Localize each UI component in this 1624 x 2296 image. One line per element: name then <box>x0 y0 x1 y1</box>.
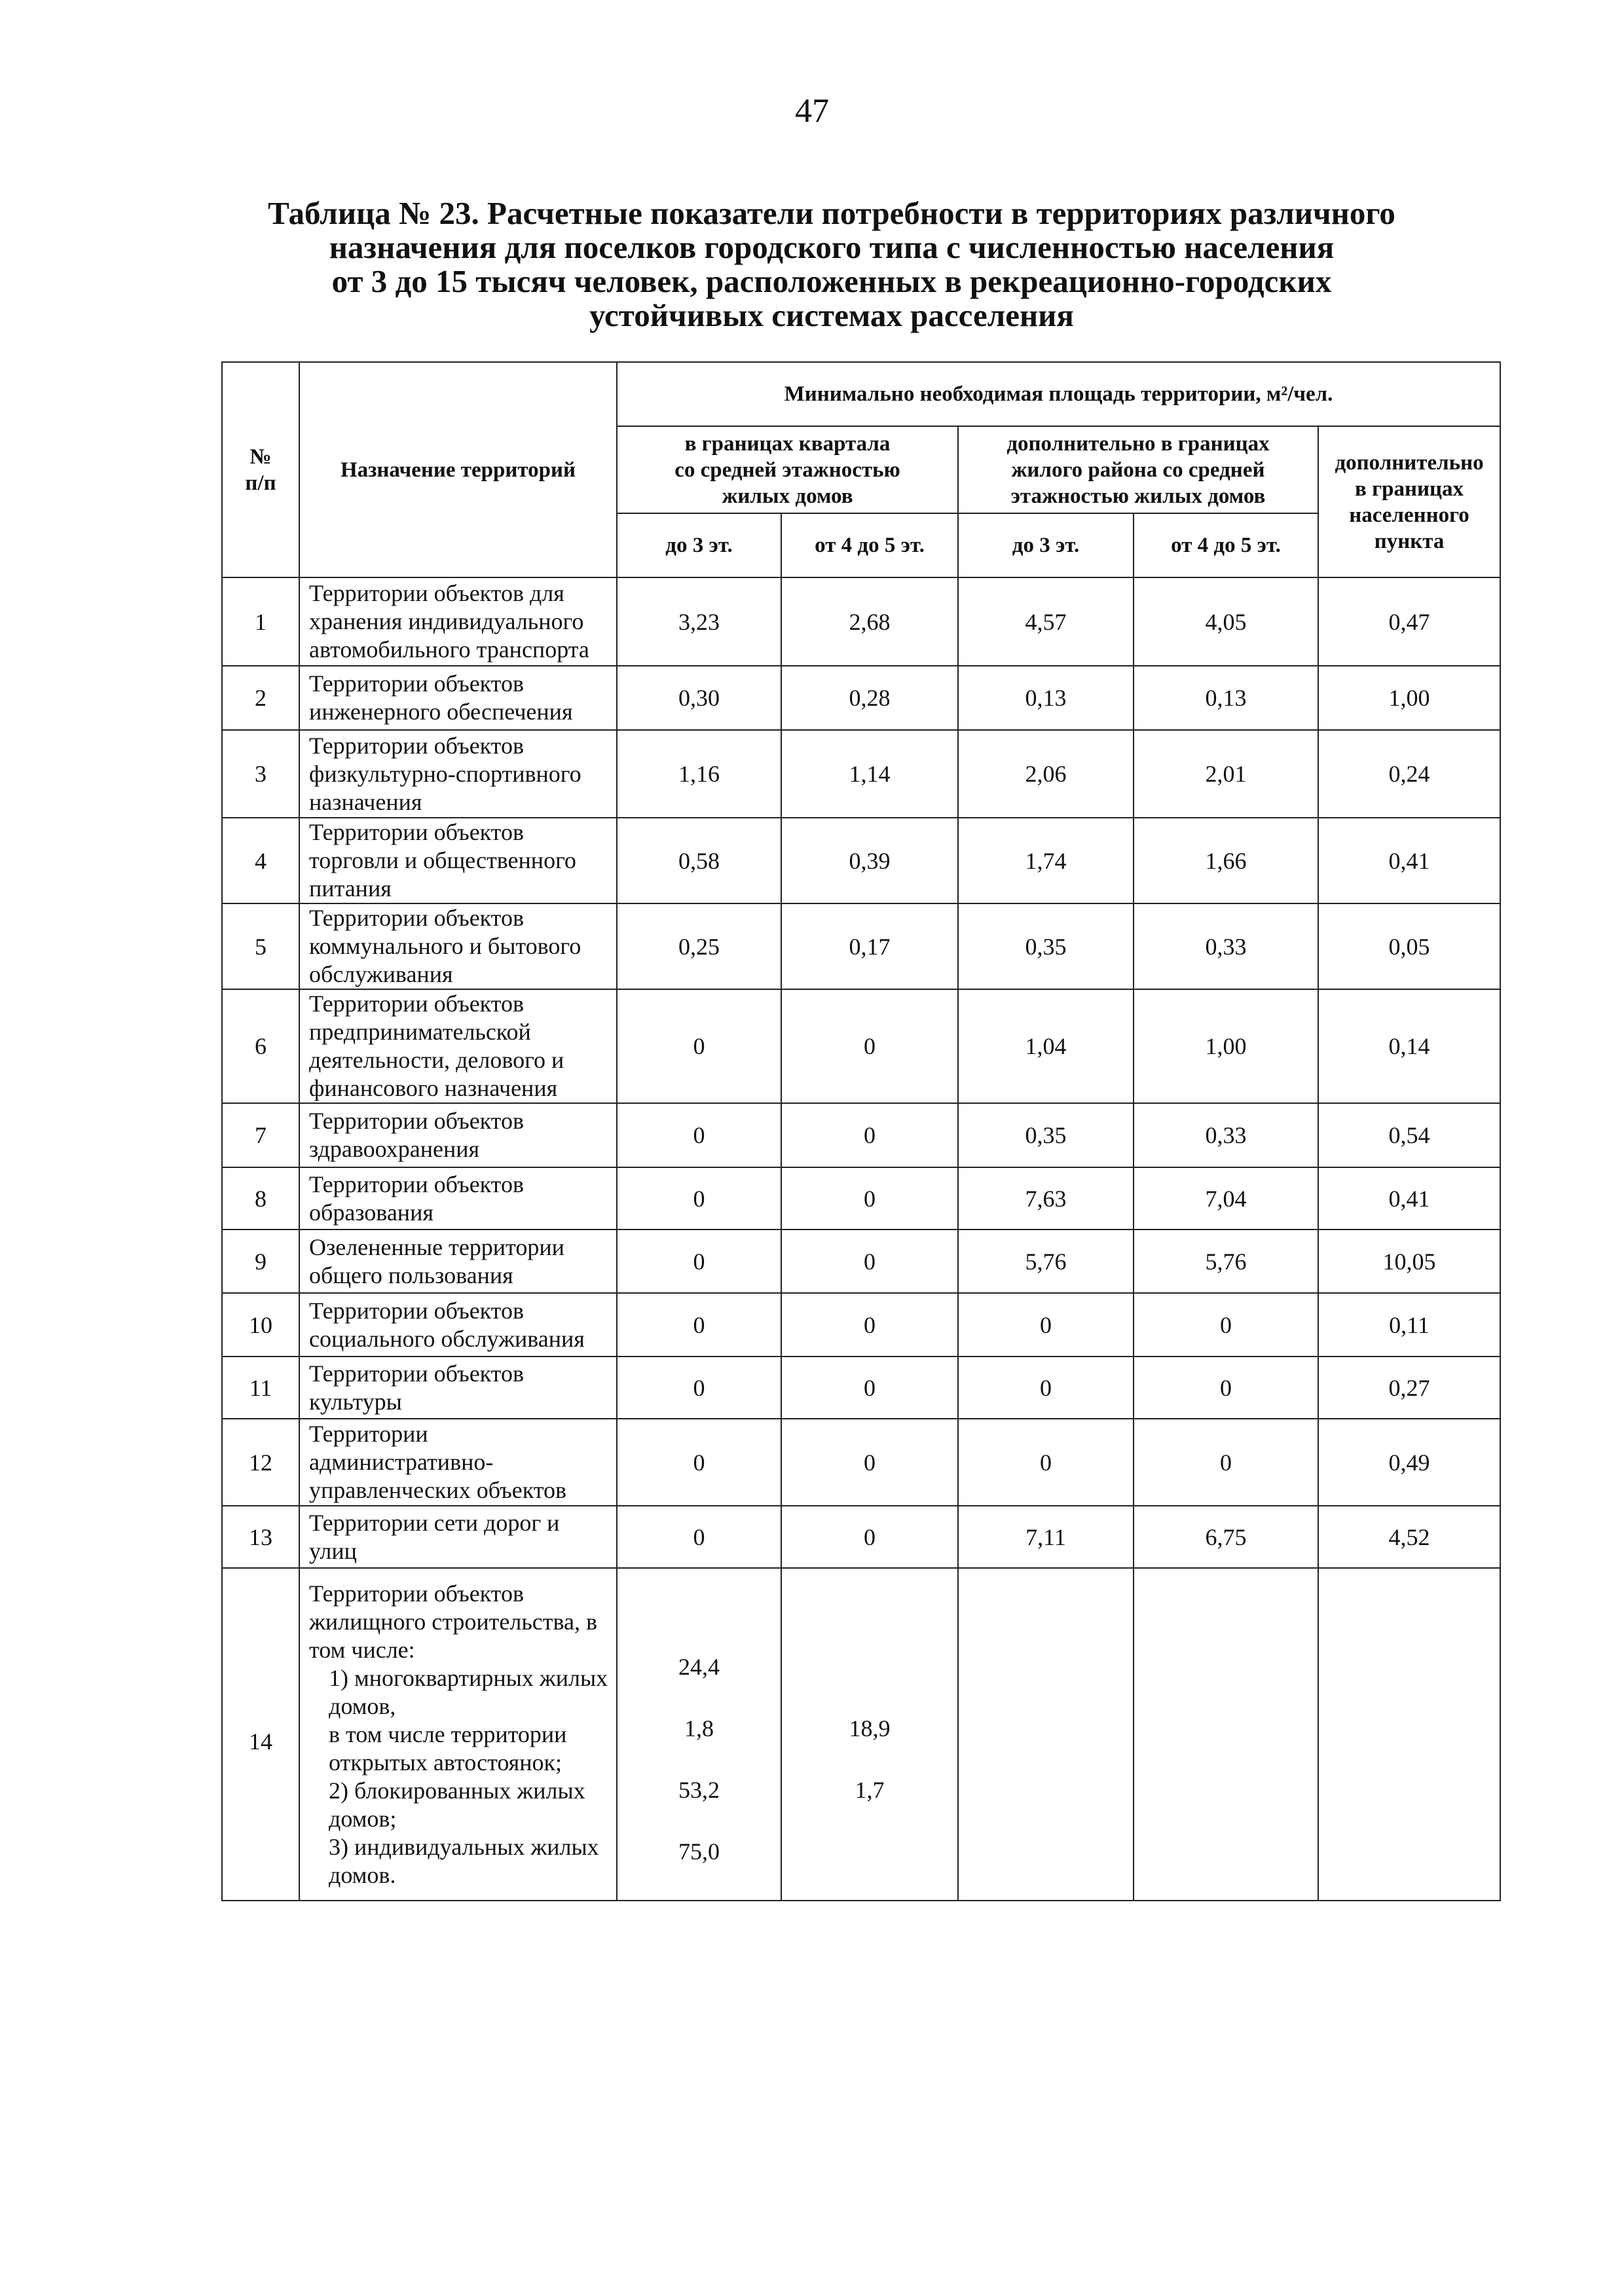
header-up-to-3: до 3 эт. <box>617 513 781 577</box>
row-purpose: Территории объектов здравоохранения <box>299 1103 617 1167</box>
cell-value: 0,28 <box>781 666 958 730</box>
table-row <box>222 989 1500 1103</box>
row-purpose: Территории объектов социального обслуживания <box>299 1293 617 1357</box>
table-row <box>222 577 1500 666</box>
row-purpose: Территории объектов физкультурно-спортивного назначения <box>299 730 617 818</box>
table-row <box>222 818 1500 903</box>
cell-value: 1,8 <box>684 1715 714 1741</box>
table-row <box>222 666 1500 730</box>
cell-value: 0,14 <box>1318 989 1500 1103</box>
cell-value: 75,0 <box>678 1838 720 1865</box>
table-row <box>222 1167 1500 1230</box>
cell-value: 0,47 <box>1318 577 1500 666</box>
title-line: назначения для поселков городского типа с численностью населения <box>329 229 1335 265</box>
header-up-to-3: до 3 эт. <box>958 513 1134 577</box>
header-4-to-5: от 4 до 5 эт. <box>1134 513 1318 577</box>
cell-value: 53,2 <box>678 1777 720 1803</box>
cell-value: 0,27 <box>1318 1357 1500 1419</box>
cell-value: 6,75 <box>1134 1506 1318 1568</box>
cell-value: 1,74 <box>958 818 1134 903</box>
cell-value: 2,06 <box>958 730 1134 818</box>
cell-value: 0,24 <box>1318 730 1500 818</box>
cell-value: 7,63 <box>958 1167 1134 1230</box>
cell-value: 3,23 <box>617 577 781 666</box>
row-purpose: Озелененные территории общего пользования <box>299 1230 617 1293</box>
cell-value: 0,58 <box>617 818 781 903</box>
table-row <box>222 730 1500 818</box>
header-4-to-5: от 4 до 5 эт. <box>781 513 958 577</box>
cell-value: 4,05 <box>1134 577 1318 666</box>
row-purpose: Территории объектов коммунального и бытового обслуживания <box>299 903 617 989</box>
cell-value: 0,25 <box>617 903 781 989</box>
cell-value: 0,33 <box>1134 1103 1318 1167</box>
cell-value: 0 <box>1134 1293 1318 1357</box>
row-number: 11 <box>222 1357 299 1419</box>
cell-value: 1,66 <box>1134 818 1318 903</box>
header-block-quarter: в границах квартала со средней этажностью жилых домов <box>617 426 958 513</box>
cell-value: 1,16 <box>617 730 781 818</box>
cell-value: 0,54 <box>1318 1103 1500 1167</box>
table-row <box>222 1357 1500 1419</box>
empty-cell <box>958 1568 1134 1901</box>
cell-value: 0,41 <box>1318 1167 1500 1230</box>
cell-value: 0 <box>781 989 958 1103</box>
cell-value: 1,00 <box>1134 989 1318 1103</box>
cell-value: 0 <box>617 1506 781 1568</box>
cell-value: 0,30 <box>617 666 781 730</box>
table-row <box>222 1230 1500 1293</box>
cell-value: 0 <box>781 1419 958 1506</box>
header-purpose: Назначение территорий <box>299 362 617 577</box>
row-purpose: Территории объектов для хранения индивидуального автомобильного транспорта <box>299 577 617 666</box>
housing-item: 3) индивидуальных жилых домов. <box>329 1833 599 1888</box>
cell-value: 0,17 <box>781 903 958 989</box>
cell-value: 5,76 <box>1134 1230 1318 1293</box>
cell-value-column <box>617 1568 781 1901</box>
row-purpose: Территории объектов предпринимательской деятельности, делового и финансового назначения <box>299 989 617 1103</box>
row-number: 4 <box>222 818 299 903</box>
row-number: 12 <box>222 1419 299 1506</box>
cell-value: 24,4 <box>678 1654 720 1680</box>
cell-value: 0 <box>781 1167 958 1230</box>
housing-intro: Территории объектов жилищного строительства, в том числе: <box>309 1580 597 1663</box>
cell-value: 7,04 <box>1134 1167 1318 1230</box>
cell-value: 10,05 <box>1318 1230 1500 1293</box>
cell-value: 0 <box>617 1103 781 1167</box>
row-number: 10 <box>222 1293 299 1357</box>
table-row <box>222 1103 1500 1167</box>
title-line: Таблица № 23. Расчетные показатели потребности в территориях различного <box>268 195 1395 231</box>
row-purpose: Территории объектов инженерного обеспечения <box>299 666 617 730</box>
cell-value: 5,76 <box>958 1230 1134 1293</box>
cell-value: 4,52 <box>1318 1506 1500 1568</box>
requirements-table <box>221 361 1501 1901</box>
cell-value: 0 <box>617 1167 781 1230</box>
cell-value: 0,41 <box>1318 818 1500 903</box>
cell-value: 0 <box>617 1293 781 1357</box>
page-number: 47 <box>795 92 829 130</box>
table-row <box>222 1568 1500 1901</box>
row-number: 6 <box>222 989 299 1103</box>
cell-value: 0,35 <box>958 903 1134 989</box>
cell-value: 0,39 <box>781 818 958 903</box>
cell-value: 0 <box>781 1357 958 1419</box>
empty-cell <box>1318 1568 1500 1901</box>
cell-value-column <box>781 1568 958 1901</box>
title-line: от 3 до 15 тысяч человек, расположенных в рекреационно-городских <box>331 263 1332 299</box>
title-line: устойчивых системах расселения <box>589 297 1074 333</box>
cell-value: 0 <box>617 1419 781 1506</box>
cell-value: 0,33 <box>1134 903 1318 989</box>
cell-value: 0 <box>617 1230 781 1293</box>
row-purpose: Территории административно-управленческих объектов <box>299 1419 617 1506</box>
cell-value: 7,11 <box>958 1506 1134 1568</box>
housing-item: 2) блокированных жилых домов; <box>329 1777 585 1832</box>
housing-item: 1) многоквартирных жилых домов, <box>329 1664 608 1719</box>
row-purpose <box>299 1568 617 1901</box>
table-row <box>222 1419 1500 1506</box>
cell-value: 0 <box>1134 1419 1318 1506</box>
row-number: 1 <box>222 577 299 666</box>
table-row <box>222 1506 1500 1568</box>
cell-value: 0 <box>781 1293 958 1357</box>
cell-value: 18,9 <box>849 1715 891 1741</box>
row-number: 3 <box>222 730 299 818</box>
table-row <box>222 1293 1500 1357</box>
cell-value: 0 <box>958 1419 1134 1506</box>
cell-value: 0,35 <box>958 1103 1134 1167</box>
cell-value: 0,49 <box>1318 1419 1500 1506</box>
cell-value: 1,04 <box>958 989 1134 1103</box>
cell-value: 0 <box>781 1103 958 1167</box>
housing-item: в том числе территории открытых автостоянок; <box>329 1721 567 1776</box>
cell-value: 0,11 <box>1318 1293 1500 1357</box>
header-min-area: Минимально необходимая площадь территории, м²/чел. <box>617 362 1500 426</box>
cell-value: 1,14 <box>781 730 958 818</box>
cell-value: 0 <box>958 1357 1134 1419</box>
cell-value: 0,05 <box>1318 903 1500 989</box>
row-number: 8 <box>222 1167 299 1230</box>
row-number: 13 <box>222 1506 299 1568</box>
row-number: 14 <box>222 1568 299 1901</box>
row-purpose: Территории объектов образования <box>299 1167 617 1230</box>
cell-value: 1,7 <box>855 1777 885 1803</box>
row-number: 2 <box>222 666 299 730</box>
cell-value: 0 <box>617 989 781 1103</box>
row-purpose: Территории объектов торговли и общественного питания <box>299 818 617 903</box>
table-title <box>223 196 1441 333</box>
row-purpose: Территории объектов культуры <box>299 1357 617 1419</box>
header-block-district: дополнительно в границах жилого района со средней этажностью жилых домов <box>958 426 1318 513</box>
cell-value: 2,68 <box>781 577 958 666</box>
table-row <box>222 903 1500 989</box>
cell-value: 0 <box>781 1506 958 1568</box>
row-purpose: Территории сети дорог и улиц <box>299 1506 617 1568</box>
cell-value: 0,13 <box>1134 666 1318 730</box>
row-number: 7 <box>222 1103 299 1167</box>
cell-value: 4,57 <box>958 577 1134 666</box>
row-number: 5 <box>222 903 299 989</box>
header-num: № п/п <box>222 362 299 577</box>
cell-value: 2,01 <box>1134 730 1318 818</box>
cell-value: 0,13 <box>958 666 1134 730</box>
row-number: 9 <box>222 1230 299 1293</box>
cell-value: 0 <box>617 1357 781 1419</box>
cell-value: 1,00 <box>1318 666 1500 730</box>
cell-value: 0 <box>781 1230 958 1293</box>
cell-value: 0 <box>1134 1357 1318 1419</box>
cell-value: 0 <box>958 1293 1134 1357</box>
empty-cell <box>1134 1568 1318 1901</box>
header-block-settlement: дополнительно в границах населенного пункта <box>1318 426 1500 577</box>
